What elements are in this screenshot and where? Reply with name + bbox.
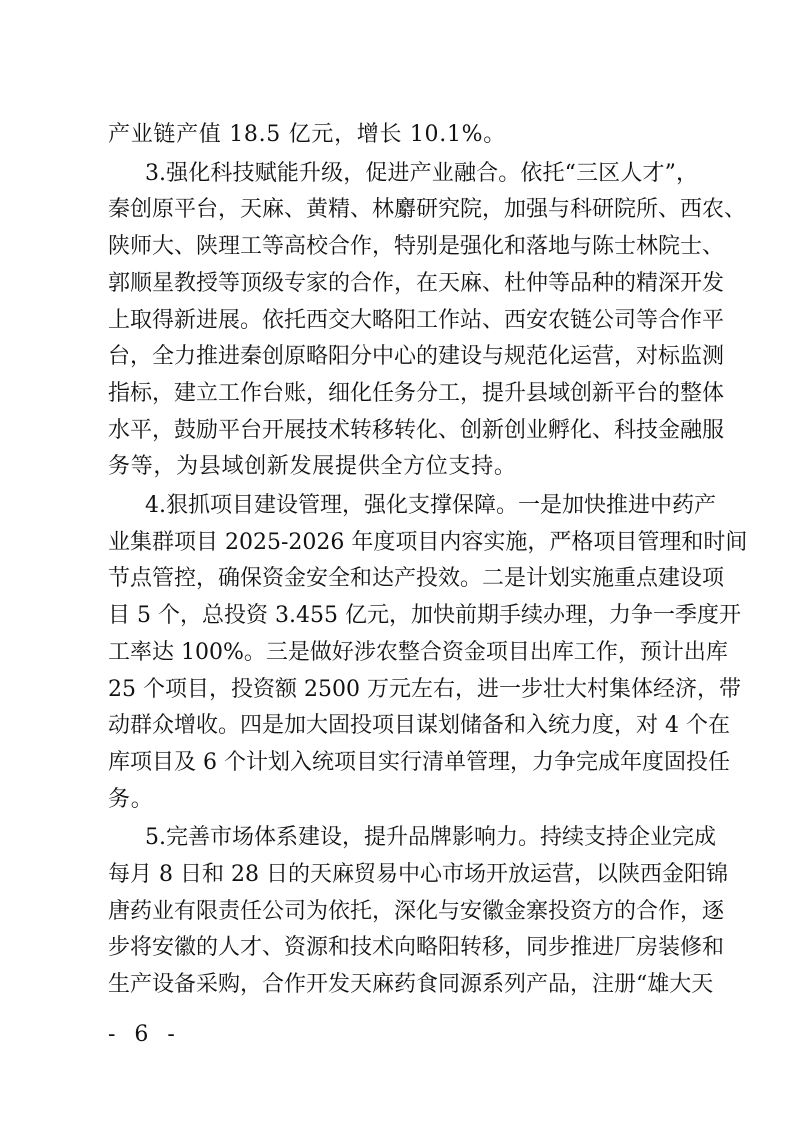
text-line: 上取得新进展。依托西交大略阳工作站、西安农链公司等合作平: [108, 307, 725, 333]
text-line: 唐药业有限责任公司为依托，深化与安徽金寨投资方的合作，逐: [108, 898, 725, 924]
text-line: 3.强化科技赋能升级，促进产业融合。依托“三区人才”，: [145, 160, 698, 186]
page-number: - 6 -: [108, 1022, 181, 1047]
text-line: 动群众增收。四是加大固投项目谋划储备和入统力度，对 4 个在: [108, 713, 730, 739]
text-line: 水平，鼓励平台开展技术转移转化、创新创业孵化、科技金融服: [108, 417, 725, 443]
text-line: 25 个项目，投资额 2500 万元左右，进一步壮大村集体经济，带: [108, 676, 741, 702]
text-line: 每月 8 日和 28 日的天麻贸易中心市场开放运营，以陕西金阳锦: [108, 862, 728, 887]
text-line: 陕师大、陕理工等高校合作，特别是强化和落地与陈士林院士、: [108, 234, 725, 260]
text-line: 生产设备采购，合作开发天麻药食同源系列产品，注册“雄大天: [108, 972, 714, 998]
text-line: 务。: [108, 786, 154, 812]
text-line: 库项目及 6 个计划入统项目实行清单管理，力争完成年度固投任: [108, 749, 730, 775]
text-line: 产业链产值 18.5 亿元，增长 10.1%。: [108, 122, 506, 147]
text-line: 指标，建立工作台账，细化任务分工，提升县域创新平台的整体: [108, 380, 725, 406]
text-line: 目 5 个，总投资 3.455 亿元，加快前期手续办理，力争一季度开: [108, 603, 741, 629]
text-line: 务等，为县域创新发展提供全方位支持。: [108, 454, 517, 480]
text-line: 秦创原平台，天麻、黄精、林麝研究院，加强与科研院所、西农、: [108, 197, 747, 223]
text-line: 节点管控，确保资金安全和达产投效。二是计划实施重点建设项: [108, 566, 725, 592]
text-line: 工率达 100%。三是做好涉农整合资金项目出库工作，预计出库: [108, 639, 728, 665]
text-line: 业集群项目 2025-2026 年度项目内容实施，严格项目管理和时间: [108, 529, 748, 555]
text-line: 步将安徽的人才、资源和技术向略阳转移，同步推进厂房装修和: [108, 935, 725, 961]
text-line: 4.狠抓项目建设管理，强化支撑保障。一是加快推进中药产: [145, 493, 716, 518]
text-line: 台，全力推进秦创原略阳分中心的建设与规范化运营，对标监测: [108, 344, 725, 370]
text-line: 郭顺星教授等顶级专家的合作，在天麻、杜仲等品种的精深开发: [108, 270, 725, 296]
text-line: 5.完善市场体系建设，提升品牌影响力。持续支持企业完成: [145, 825, 716, 851]
